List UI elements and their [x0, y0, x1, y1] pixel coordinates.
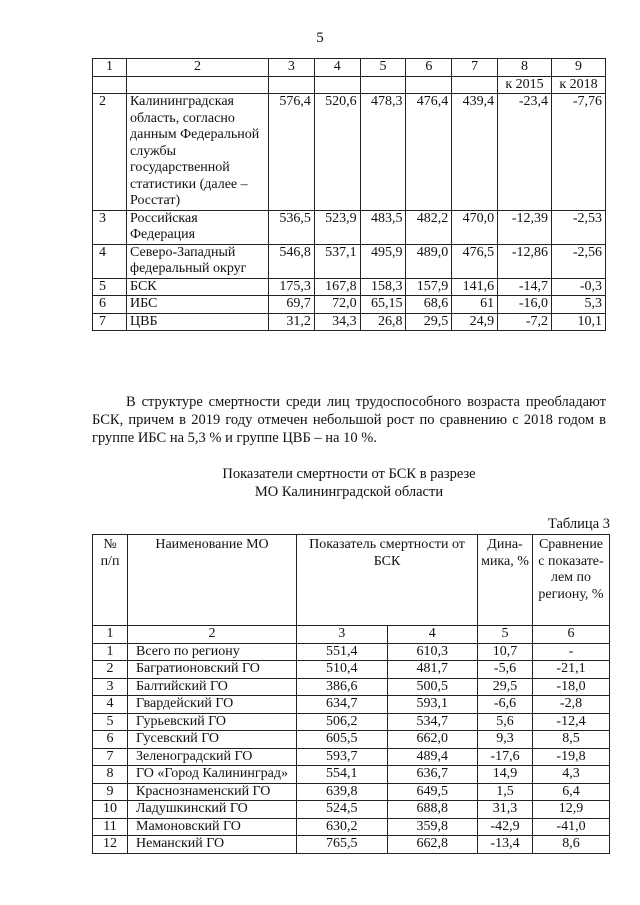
value-cell: 61 [452, 296, 498, 314]
dynamics-cell: -13,4 [478, 836, 533, 854]
row-name: БСК [127, 278, 269, 296]
value-cell: 520,6 [314, 94, 360, 211]
value-cell: -23,4 [498, 94, 552, 211]
compare-cell: - [533, 643, 610, 661]
value-cell: -14,7 [498, 278, 552, 296]
value-cell: 65,15 [360, 296, 406, 314]
mo-name: Зеленоградский ГО [128, 748, 297, 766]
mo-name: Балтийский ГО [128, 678, 297, 696]
rate-cell: 605,5 [297, 731, 388, 749]
compare-cell: 4,3 [533, 766, 610, 784]
mo-name: Краснознаменский ГО [128, 783, 297, 801]
table1-header-cell: 4 [314, 59, 360, 77]
rate-cell: 662,0 [387, 731, 478, 749]
table3-number-cell: 6 [533, 626, 610, 644]
table-row [93, 783, 610, 801]
table1-sub-cell [406, 76, 452, 94]
table1-header-cell: 3 [269, 59, 315, 77]
mo-name: ГО «Город Калининград» [128, 766, 297, 784]
value-cell: 536,5 [269, 210, 315, 244]
value-cell: 10,1 [551, 313, 605, 331]
table1-sub-cell: к 2018 [551, 76, 605, 94]
value-cell: 483,5 [360, 210, 406, 244]
rate-cell: 634,7 [297, 696, 388, 714]
table-row [93, 661, 610, 679]
compare-cell: -21,1 [533, 661, 610, 679]
compare-cell: 8,5 [533, 731, 610, 749]
table-row [93, 766, 610, 784]
header-rate: Показатель смертности от БСК [297, 535, 478, 626]
compare-cell: 8,6 [533, 836, 610, 854]
row-number: 6 [93, 731, 128, 749]
value-cell: -12,39 [498, 210, 552, 244]
rate-cell: 506,2 [297, 713, 388, 731]
value-cell: 495,9 [360, 244, 406, 278]
value-cell: 476,4 [406, 94, 452, 211]
table1-sub-cell [314, 76, 360, 94]
compare-cell: -41,0 [533, 818, 610, 836]
mo-name: Всего по региону [128, 643, 297, 661]
row-number: 3 [93, 210, 127, 244]
row-number: 1 [93, 643, 128, 661]
row-name: Российская Федерация [127, 210, 269, 244]
value-cell: 69,7 [269, 296, 315, 314]
table-row [93, 643, 610, 661]
row-number: 6 [93, 296, 127, 314]
table1-sub-cell [93, 76, 127, 94]
mo-name: Гусевский ГО [128, 731, 297, 749]
dynamics-cell: -5,6 [478, 661, 533, 679]
body-paragraph: В структуре смертности среди лиц трудоспособного возраста преобладают БСК, причем в 2019 году отмечен небольшой рост по сравнению с 2018 годом в группе ИБС на 5,3 % и группе ЦВБ – на 10 %. [92, 394, 606, 446]
value-cell: 157,9 [406, 278, 452, 296]
dynamics-cell: 1,5 [478, 783, 533, 801]
table1-header-cell: 2 [127, 59, 269, 77]
table-row [93, 296, 606, 314]
row-number: 5 [93, 278, 127, 296]
value-cell: 439,4 [452, 94, 498, 211]
dynamics-cell: -42,9 [478, 818, 533, 836]
value-cell: 5,3 [551, 296, 605, 314]
rate-cell: 359,8 [387, 818, 478, 836]
rate-cell: 630,2 [297, 818, 388, 836]
row-name: ЦВБ [127, 313, 269, 331]
row-number: 2 [93, 661, 128, 679]
value-cell: 34,3 [314, 313, 360, 331]
header-name: Наименование МО [128, 535, 297, 626]
mo-name: Ладушкинский ГО [128, 801, 297, 819]
dynamics-cell: 5,6 [478, 713, 533, 731]
compare-cell: 6,4 [533, 783, 610, 801]
value-cell: 478,3 [360, 94, 406, 211]
value-cell: 141,6 [452, 278, 498, 296]
value-cell: -0,3 [551, 278, 605, 296]
mortality-table-3 [92, 534, 610, 854]
table3-header-row [93, 535, 610, 626]
table-row [93, 313, 606, 331]
table3-number-cell: 1 [93, 626, 128, 644]
rate-cell: 636,7 [387, 766, 478, 784]
rate-cell: 510,4 [297, 661, 388, 679]
dynamics-cell: 9,3 [478, 731, 533, 749]
table1-sub-cell [452, 76, 498, 94]
value-cell: 29,5 [406, 313, 452, 331]
row-number: 10 [93, 801, 128, 819]
value-cell: -2,53 [551, 210, 605, 244]
row-name: Калининградская область, согласно данным Федеральной службы государственной статистики (далее – Росстат) [127, 94, 269, 211]
table1-sub-cell: к 2015 [498, 76, 552, 94]
value-cell: 537,1 [314, 244, 360, 278]
dynamics-cell: 29,5 [478, 678, 533, 696]
rate-cell: 551,4 [297, 643, 388, 661]
row-number: 3 [93, 678, 128, 696]
rate-cell: 500,5 [387, 678, 478, 696]
table-row [93, 818, 610, 836]
rate-cell: 554,1 [297, 766, 388, 784]
table-row [93, 210, 606, 244]
table3-body [93, 643, 610, 853]
rate-cell: 662,8 [387, 836, 478, 854]
mo-name: Мамоновский ГО [128, 818, 297, 836]
table1-body [93, 94, 606, 331]
table1-header-cell: 5 [360, 59, 406, 77]
value-cell: 72,0 [314, 296, 360, 314]
header-num: № п/п [93, 535, 128, 626]
table1-sub-cell [127, 76, 269, 94]
rate-cell: 489,4 [387, 748, 478, 766]
table1-header-cell: 1 [93, 59, 127, 77]
row-number: 4 [93, 244, 127, 278]
table3-number-row [93, 626, 610, 644]
compare-cell: 12,9 [533, 801, 610, 819]
value-cell: 482,2 [406, 210, 452, 244]
table-row [93, 731, 610, 749]
value-cell: -7,76 [551, 94, 605, 211]
dynamics-cell: -17,6 [478, 748, 533, 766]
table-row [93, 696, 610, 714]
compare-cell: -18,0 [533, 678, 610, 696]
table-row [93, 801, 610, 819]
mo-name: Багратионовский ГО [128, 661, 297, 679]
row-number: 11 [93, 818, 128, 836]
table1-header-cell: 8 [498, 59, 552, 77]
row-name: Северо-Западный федеральный округ [127, 244, 269, 278]
rate-cell: 386,6 [297, 678, 388, 696]
table-row [93, 713, 610, 731]
mo-name: Гурьевский ГО [128, 713, 297, 731]
value-cell: 489,0 [406, 244, 452, 278]
table1-sub-cell [269, 76, 315, 94]
table3-number-cell: 2 [128, 626, 297, 644]
row-number: 2 [93, 94, 127, 211]
row-number: 7 [93, 313, 127, 331]
table1-header-sub [93, 76, 606, 94]
table-row [93, 244, 606, 278]
section-title-line: Показатели смертности от БСК в разрезе [222, 466, 476, 482]
value-cell: -12,86 [498, 244, 552, 278]
rate-cell: 524,5 [297, 801, 388, 819]
row-number: 7 [93, 748, 128, 766]
table-row [93, 278, 606, 296]
rate-cell: 639,8 [297, 783, 388, 801]
value-cell: 470,0 [452, 210, 498, 244]
value-cell: 546,8 [269, 244, 315, 278]
value-cell: 523,9 [314, 210, 360, 244]
table1-header-cell: 9 [551, 59, 605, 77]
table1-header-cell: 6 [406, 59, 452, 77]
value-cell: -7,2 [498, 313, 552, 331]
compare-cell: -2,8 [533, 696, 610, 714]
value-cell: 31,2 [269, 313, 315, 331]
rate-cell: 610,3 [387, 643, 478, 661]
dynamics-cell: -6,6 [478, 696, 533, 714]
rate-cell: 481,7 [387, 661, 478, 679]
table3-number-cell: 5 [478, 626, 533, 644]
compare-cell: -12,4 [533, 713, 610, 731]
page-number: 5 [316, 30, 324, 46]
compare-cell: -19,8 [533, 748, 610, 766]
value-cell: 68,6 [406, 296, 452, 314]
value-cell: 576,4 [269, 94, 315, 211]
rate-cell: 593,7 [297, 748, 388, 766]
value-cell: 476,5 [452, 244, 498, 278]
table1-header-cell: 7 [452, 59, 498, 77]
value-cell: 167,8 [314, 278, 360, 296]
rate-cell: 534,7 [387, 713, 478, 731]
rate-cell: 688,8 [387, 801, 478, 819]
header-dynamics: Дина-мика, % [478, 535, 533, 626]
row-number: 8 [93, 766, 128, 784]
mo-name: Гвардейский ГО [128, 696, 297, 714]
row-number: 9 [93, 783, 128, 801]
table1-header-numbers [93, 59, 606, 77]
rate-cell: 593,1 [387, 696, 478, 714]
table-label: Таблица 3 [547, 516, 610, 532]
value-cell: 24,9 [452, 313, 498, 331]
row-number: 12 [93, 836, 128, 854]
table-row [93, 678, 610, 696]
value-cell: 175,3 [269, 278, 315, 296]
table3-number-cell: 4 [387, 626, 478, 644]
section-title-line: МО Калининградской области [254, 484, 444, 500]
value-cell: 26,8 [360, 313, 406, 331]
row-name: ИБС [127, 296, 269, 314]
row-number: 5 [93, 713, 128, 731]
mortality-table-1 [92, 58, 606, 331]
table-row [93, 836, 610, 854]
header-compare: Сравнение с показате-лем по региону, % [533, 535, 610, 626]
dynamics-cell: 31,3 [478, 801, 533, 819]
section-title [92, 465, 606, 501]
table-row [93, 94, 606, 211]
row-number: 4 [93, 696, 128, 714]
table-row [93, 748, 610, 766]
table3-number-cell: 3 [297, 626, 388, 644]
value-cell: 158,3 [360, 278, 406, 296]
mo-name: Неманский ГО [128, 836, 297, 854]
rate-cell: 649,5 [387, 783, 478, 801]
dynamics-cell: 10,7 [478, 643, 533, 661]
value-cell: -2,56 [551, 244, 605, 278]
value-cell: -16,0 [498, 296, 552, 314]
rate-cell: 765,5 [297, 836, 388, 854]
dynamics-cell: 14,9 [478, 766, 533, 784]
table1-sub-cell [360, 76, 406, 94]
